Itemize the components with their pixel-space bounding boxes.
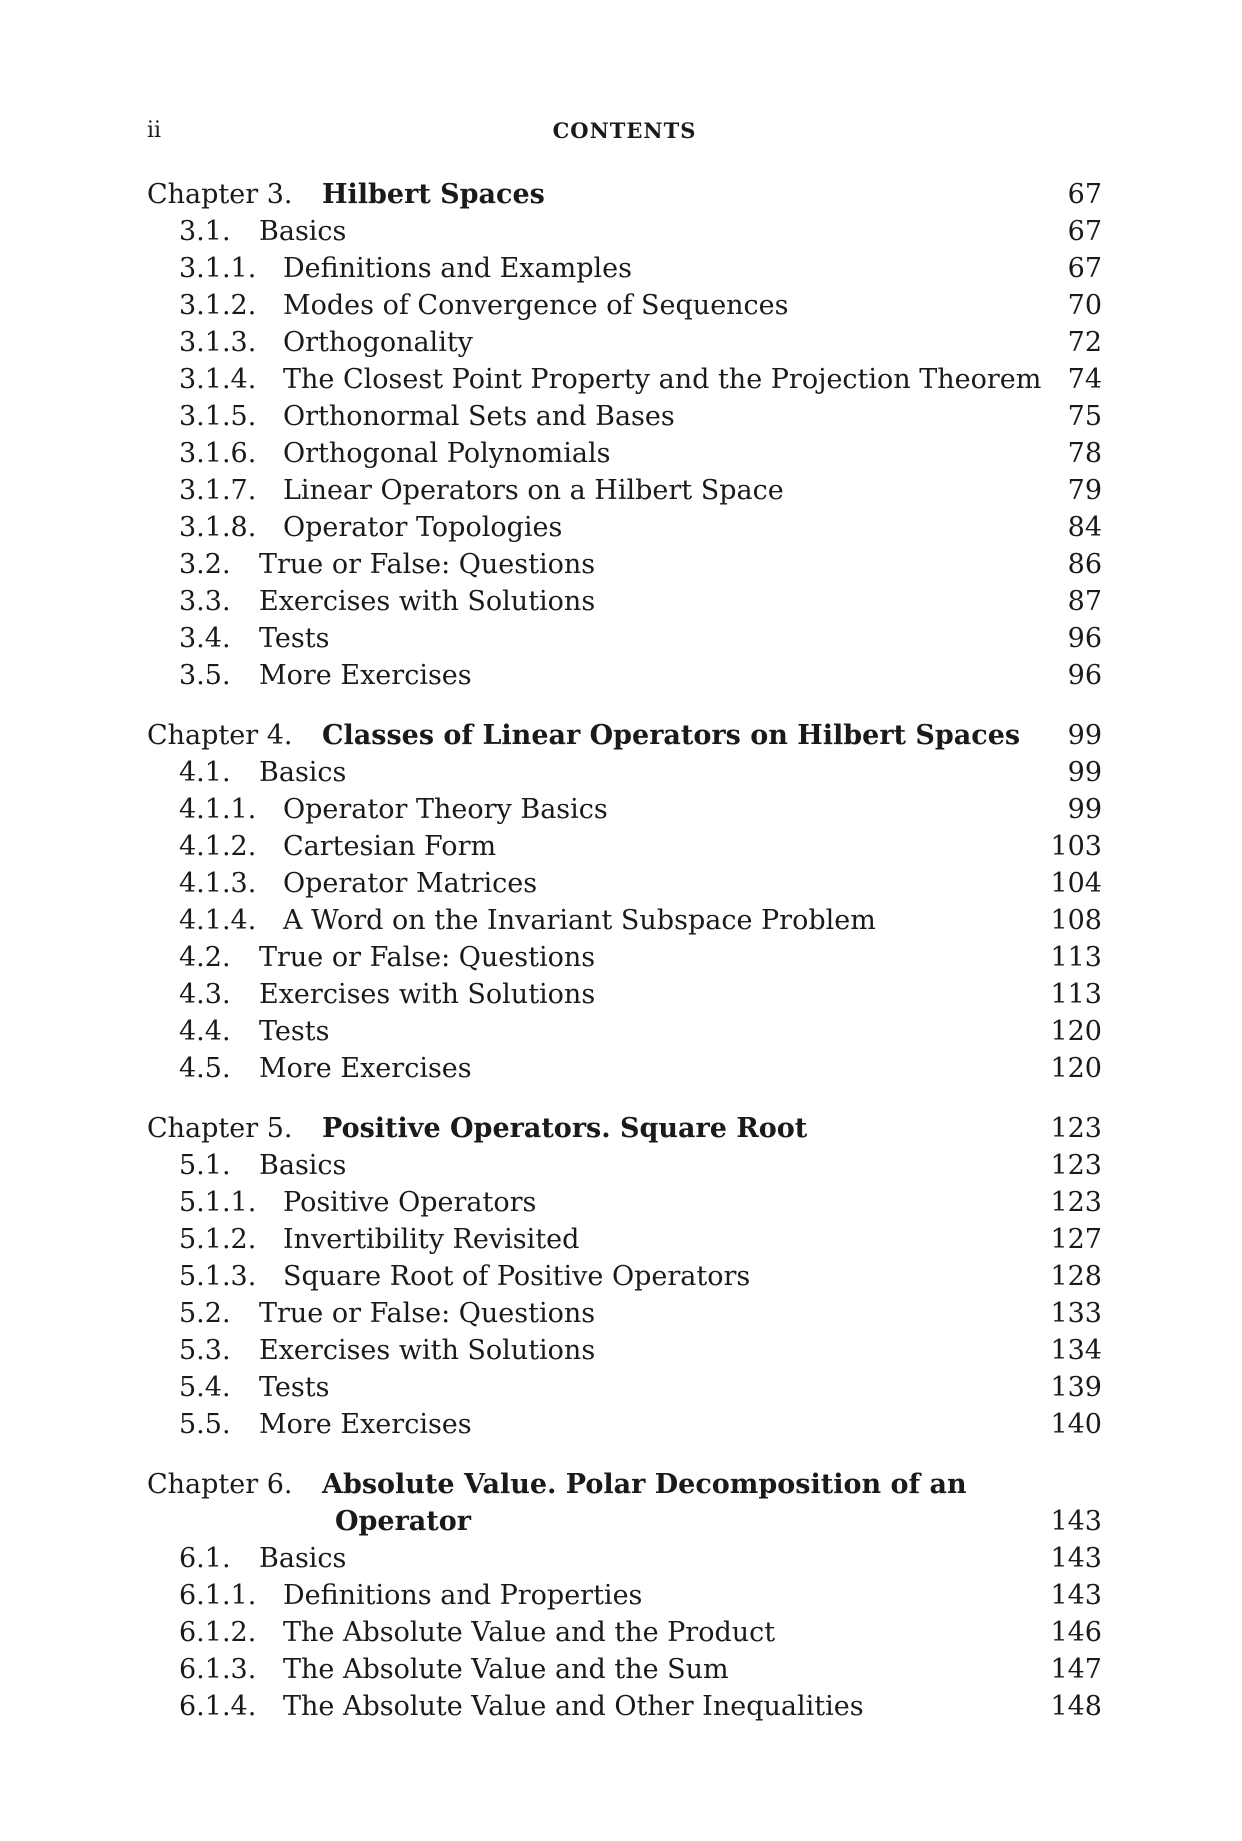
chapter-5 [147,1110,1102,1443]
page-ref: 70 [1067,290,1102,321]
page-ref: 67 [1067,179,1102,210]
entry-number: 6.1.1. [179,1580,257,1611]
page-ref: 143 [1050,1580,1102,1611]
page-ref: 79 [1067,475,1102,506]
toc-entry[interactable] [147,902,1102,939]
entry-title: Tests [259,1016,330,1047]
page-ref: 67 [1067,216,1102,247]
page-ref: 143 [1050,1543,1102,1574]
page-ref: 140 [1050,1409,1102,1440]
entry-title: Operator Matrices [283,868,538,899]
toc-entry[interactable] [147,791,1102,828]
entry-number: 6.1.3. [179,1654,257,1685]
chapter-title-line-1: Absolute Value. Polar Decomposition of an [322,1469,967,1500]
entry-number: 3.1.5. [179,401,257,432]
chapter-label: Chapter 6. [147,1469,293,1500]
entry-title: Operator Theory Basics [283,794,608,825]
toc-entry[interactable] [147,1369,1102,1406]
entry-number: 3.1.8. [179,512,257,543]
entry-number: 5.1.3. [179,1261,257,1292]
page-ref: 148 [1050,1691,1102,1722]
toc-entry[interactable] [147,939,1102,976]
entry-title: Tests [259,1372,330,1403]
toc-entry[interactable] [147,976,1102,1013]
entry-title: Basics [259,216,347,247]
page-ref: 99 [1067,794,1102,825]
entry-title: Orthogonal Polynomials [283,438,611,469]
toc-entry[interactable] [147,1013,1102,1050]
entry-number: 4.4. [179,1016,231,1047]
entry-number: 4.1.2. [179,831,257,862]
page-ref: 123 [1050,1113,1102,1144]
toc-entry[interactable] [147,250,1102,287]
chapter-heading[interactable] [147,717,1102,754]
entry-number: 4.2. [179,942,231,973]
entry-number: 3.1.2. [179,290,257,321]
chapter-heading-continued[interactable] [147,1503,1102,1540]
page-ref: 96 [1067,660,1102,691]
entry-number: 3.1. [179,216,231,247]
toc-entry[interactable] [147,546,1102,583]
entry-title: Positive Operators [283,1187,537,1218]
page-ref: 123 [1050,1150,1102,1181]
chapter-4 [147,717,1102,1087]
entry-title: Cartesian Form [283,831,497,862]
toc-entry[interactable] [147,1050,1102,1087]
page-ref: 146 [1050,1617,1102,1648]
entry-title: The Closest Point Property and the Projection Theorem [283,364,1042,395]
toc-entry[interactable] [147,1406,1102,1443]
toc-entry[interactable] [147,1651,1102,1688]
entry-number: 4.3. [179,979,231,1010]
chapter-label: Chapter 4. [147,720,293,751]
page-ref: 72 [1067,327,1102,358]
toc-entry[interactable] [147,1614,1102,1651]
entry-title: True or False: Questions [259,942,596,973]
chapter-title: Hilbert Spaces [322,179,545,210]
entry-number: 5.5. [179,1409,231,1440]
page-ref: 127 [1050,1224,1102,1255]
entry-number: 3.5. [179,660,231,691]
entry-title: Operator Topologies [283,512,563,543]
toc-entry[interactable] [147,1258,1102,1295]
page-ref: 104 [1050,868,1102,899]
toc-entry[interactable] [147,828,1102,865]
chapter-title-line-2: Operator [335,1506,472,1537]
entry-title: True or False: Questions [259,1298,596,1329]
entry-number: 3.1.4. [179,364,257,395]
entry-number: 5.1. [179,1150,231,1181]
entry-title: Definitions and Examples [283,253,632,284]
page-ref: 120 [1050,1016,1102,1047]
entry-number: 3.1.1. [179,253,257,284]
toc-entry[interactable] [147,754,1102,791]
entry-title: Linear Operators on a Hilbert Space [283,475,784,506]
entry-title: Tests [259,623,330,654]
chapter-label: Chapter 5. [147,1113,293,1144]
toc-entry[interactable] [147,657,1102,694]
entry-number: 4.1.1. [179,794,257,825]
toc-entry[interactable] [147,1540,1102,1577]
entry-number: 3.3. [179,586,231,617]
toc-entry[interactable] [147,865,1102,902]
page-ref: 147 [1050,1654,1102,1685]
toc-entry[interactable] [147,324,1102,361]
entry-number: 5.4. [179,1372,231,1403]
page-ref: 99 [1067,757,1102,788]
entry-title: A Word on the Invariant Subspace Problem [283,905,876,936]
chapter-heading[interactable] [147,176,1102,213]
table-of-contents [147,176,1102,1725]
entry-number: 4.1. [179,757,231,788]
entry-number: 6.1.2. [179,1617,257,1648]
entry-number: 4.1.4. [179,905,257,936]
entry-title: Exercises with Solutions [259,1335,596,1366]
toc-entry[interactable] [147,583,1102,620]
page-ref: 75 [1067,401,1102,432]
entry-title: True or False: Questions [259,549,596,580]
toc-entry[interactable] [147,1147,1102,1184]
toc-entry[interactable] [147,1221,1102,1258]
entry-number: 6.1. [179,1543,231,1574]
entry-title: Orthonormal Sets and Bases [283,401,675,432]
chapter-heading[interactable] [147,1466,1102,1503]
entry-title: More Exercises [259,1053,472,1084]
page-ref: 74 [1067,364,1102,395]
page-ref: 67 [1067,253,1102,284]
entry-title: Orthogonality [283,327,473,358]
page-ref: 103 [1050,831,1102,862]
page-ref: 87 [1067,586,1102,617]
page-ref: 134 [1050,1335,1102,1366]
entry-title: Basics [259,1543,347,1574]
toc-entry[interactable] [147,1332,1102,1369]
entry-title: The Absolute Value and the Sum [283,1654,729,1685]
page-number: ii [147,118,162,143]
toc-entry[interactable] [147,1184,1102,1221]
toc-entry[interactable] [147,1295,1102,1332]
entry-number: 3.4. [179,623,231,654]
page-header [147,118,1102,158]
entry-title: Invertibility Revisited [283,1224,580,1255]
entry-title: The Absolute Value and the Product [283,1617,776,1648]
page-ref: 133 [1050,1298,1102,1329]
page-ref: 113 [1050,942,1102,973]
toc-entry[interactable] [147,509,1102,546]
entry-number: 3.1.7. [179,475,257,506]
entry-title: More Exercises [259,1409,472,1440]
page-ref: 120 [1050,1053,1102,1084]
chapter-title: Positive Operators. Square Root [322,1113,808,1144]
chapter-heading[interactable] [147,1110,1102,1147]
toc-entry[interactable] [147,398,1102,435]
toc-entry[interactable] [147,620,1102,657]
entry-number: 4.1.3. [179,868,257,899]
page-ref: 108 [1050,905,1102,936]
toc-entry[interactable] [147,472,1102,509]
entry-title: Exercises with Solutions [259,586,596,617]
page-ref: 123 [1050,1187,1102,1218]
chapter-3 [147,176,1102,694]
toc-entry[interactable] [147,361,1102,398]
entry-number: 4.5. [179,1053,231,1084]
entry-title: Exercises with Solutions [259,979,596,1010]
chapter-6 [147,1466,1102,1725]
running-head: CONTENTS [552,118,697,143]
page-ref: 128 [1050,1261,1102,1292]
page-ref: 113 [1050,979,1102,1010]
chapter-title: Classes of Linear Operators on Hilbert Spaces [322,720,1021,751]
entry-number: 5.1.2. [179,1224,257,1255]
toc-entry[interactable] [147,1688,1102,1725]
page-ref: 143 [1050,1506,1102,1537]
entry-title: The Absolute Value and Other Inequalities [283,1691,864,1722]
entry-number: 5.1.1. [179,1187,257,1218]
page-ref: 96 [1067,623,1102,654]
chapter-label: Chapter 3. [147,179,293,210]
page-ref: 86 [1067,549,1102,580]
entry-number: 6.1.4. [179,1691,257,1722]
page-ref: 139 [1050,1372,1102,1403]
entry-title: Modes of Convergence of Sequences [283,290,789,321]
entry-number: 3.1.3. [179,327,257,358]
entry-number: 5.3. [179,1335,231,1366]
entry-title: More Exercises [259,660,472,691]
page-ref: 84 [1067,512,1102,543]
entry-number: 5.2. [179,1298,231,1329]
entry-title: Basics [259,757,347,788]
page-ref: 99 [1067,720,1102,751]
entry-title: Basics [259,1150,347,1181]
toc-entry[interactable] [147,287,1102,324]
toc-entry[interactable] [147,435,1102,472]
entry-number: 3.1.6. [179,438,257,469]
entry-title: Square Root of Positive Operators [283,1261,751,1292]
toc-entry[interactable] [147,213,1102,250]
toc-entry[interactable] [147,1577,1102,1614]
entry-title: Definitions and Properties [283,1580,643,1611]
page-ref: 78 [1067,438,1102,469]
entry-number: 3.2. [179,549,231,580]
